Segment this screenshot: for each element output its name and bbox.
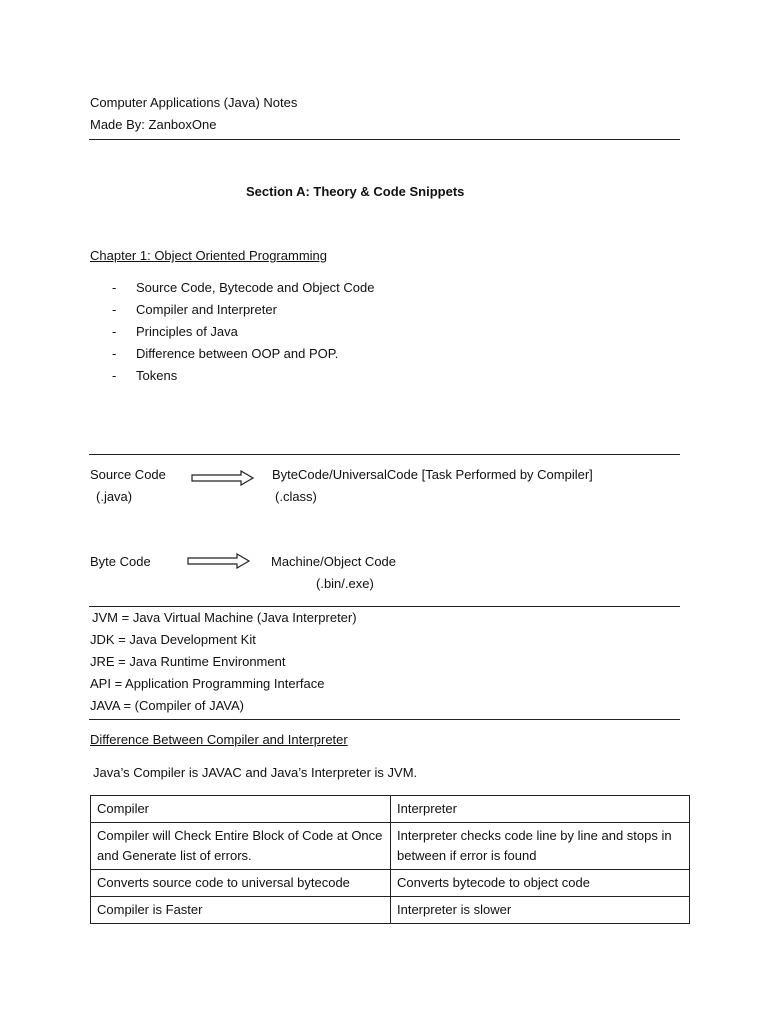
table-header-row (91, 796, 690, 823)
table-cell: Interpreter checks code line by line and stops in between if error is found (391, 823, 690, 870)
flow-source-ext: (.java) (96, 489, 133, 504)
comparison-table (90, 795, 690, 924)
list-item-label: Compiler and Interpreter (136, 302, 277, 317)
list-item (112, 368, 177, 384)
table-row (91, 897, 690, 924)
table-cell: Converts source code to universal bytecode (91, 870, 391, 897)
bullet-dash: - (112, 368, 117, 383)
flow-target-ext: (.bin/.exe) (316, 576, 374, 591)
section-divider (89, 606, 680, 607)
definition-line: JVM = Java Virtual Machine (Java Interpreter) (92, 610, 357, 625)
document-title: Computer Applications (Java) Notes (90, 95, 298, 110)
flow-source-label: Byte Code (90, 554, 151, 569)
list-item-label: Tokens (136, 368, 178, 383)
section-title: Section A: Theory & Code Snippets (246, 184, 465, 199)
list-item-label: Principles of Java (136, 324, 238, 339)
list-item (112, 280, 374, 296)
right-arrow-icon (187, 553, 251, 569)
table-header-cell: Compiler (91, 796, 391, 823)
bullet-dash: - (112, 302, 117, 317)
section-divider (89, 454, 680, 455)
flow-target-label: ByteCode/UniversalCode [Task Performed by Compiler] (272, 467, 593, 482)
bullet-dash: - (112, 324, 117, 339)
flow-source-label: Source Code (90, 467, 166, 482)
list-item (112, 302, 277, 318)
bullet-dash: - (112, 346, 117, 361)
table-cell: Compiler will Check Entire Block of Code at Once and Generate list of errors. (91, 823, 391, 870)
table-cell: Compiler is Faster (91, 897, 391, 924)
table-cell: Converts bytecode to object code (391, 870, 690, 897)
table-cell: Interpreter is slower (391, 897, 690, 924)
table-row (91, 870, 690, 897)
right-arrow-icon (191, 470, 255, 486)
list-item-label: Source Code, Bytecode and Object Code (136, 280, 375, 295)
header-divider (89, 139, 680, 140)
table-header-cell: Interpreter (391, 796, 690, 823)
table-row (91, 823, 690, 870)
definition-line: API = Application Programming Interface (90, 676, 325, 691)
list-item (112, 346, 338, 362)
section-divider (89, 719, 680, 720)
flow-target-ext: (.class) (275, 489, 317, 504)
flow-target-label: Machine/Object Code (271, 554, 397, 569)
definition-line: JAVA = (Compiler of JAVA) (90, 698, 245, 713)
list-item-label: Difference between OOP and POP. (136, 346, 339, 361)
definition-line: JRE = Java Runtime Environment (90, 654, 286, 669)
difference-heading: Difference Between Compiler and Interpreter (90, 732, 348, 747)
definition-line: JDK = Java Development Kit (90, 632, 256, 647)
list-item (112, 324, 238, 340)
bullet-dash: - (112, 280, 117, 295)
document-author: Made By: ZanboxOne (90, 117, 217, 132)
chapter-title: Chapter 1: Object Oriented Programming (90, 248, 327, 263)
difference-intro: Java’s Compiler is JAVAC and Java’s Interpreter is JVM. (93, 765, 418, 780)
